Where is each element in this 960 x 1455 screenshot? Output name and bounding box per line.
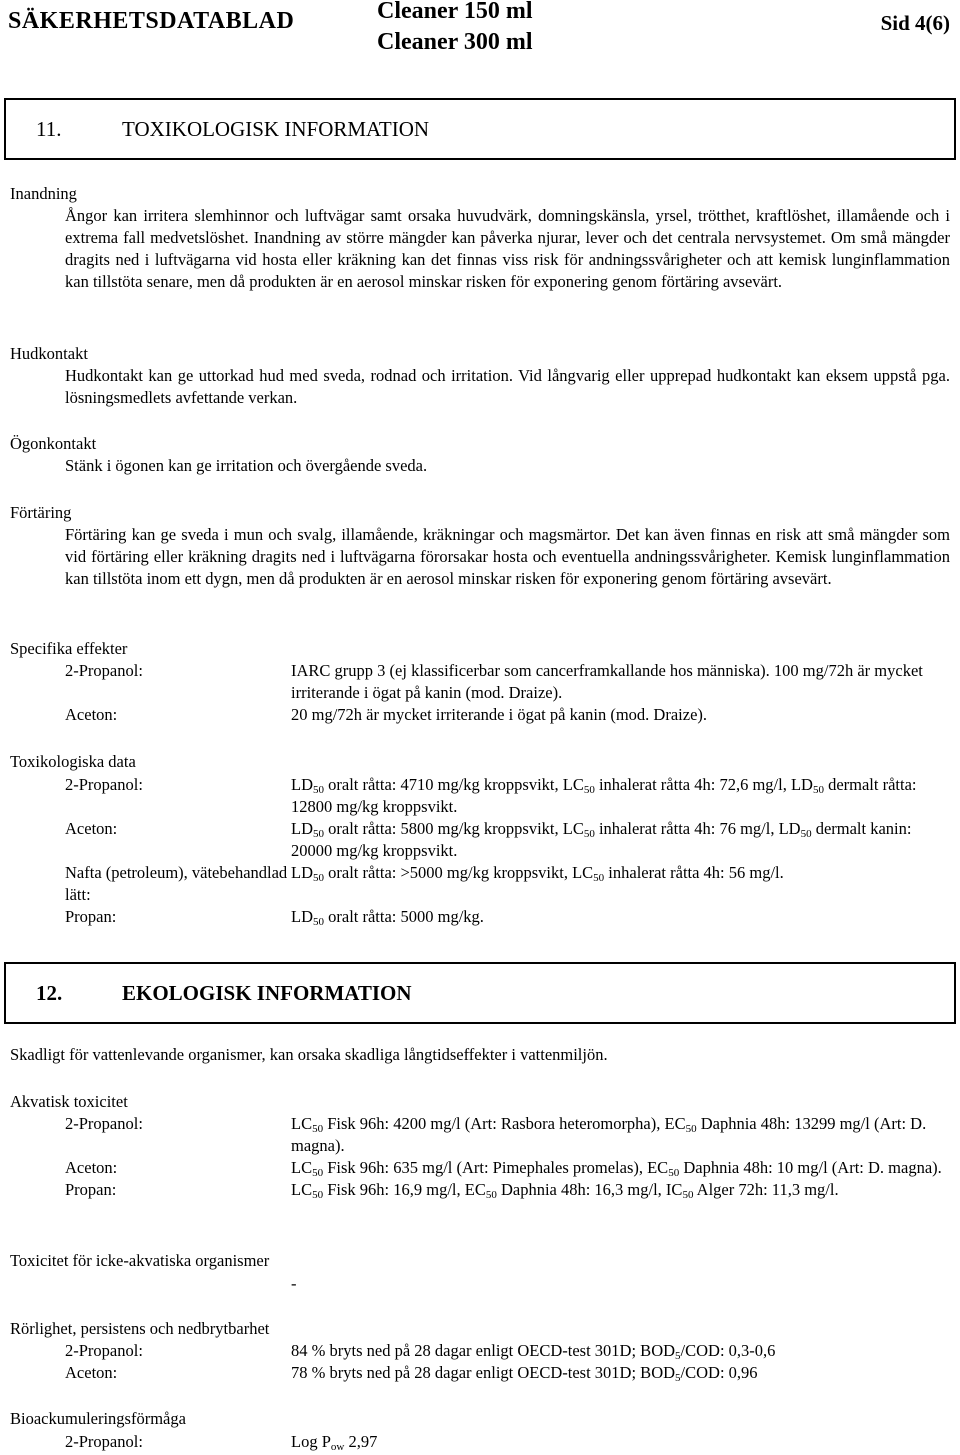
row-label: Aceton: bbox=[65, 1363, 118, 1382]
hudkontakt-block bbox=[10, 343, 950, 409]
row-value: $LD_{50}$ oralt råtta: 5800 mg/kg kroppsvikt, $LC_{50}$ inhalerat råtta 4h: 76 mg/l, $LD_{50}$ dermalt kanin: 20000 mg/kg kroppsvikt. bbox=[291, 819, 912, 860]
row-value: $LD_{50}$ oralt råtta: 5000 mg/kg. bbox=[291, 907, 484, 928]
subscript: ow bbox=[330, 1441, 345, 1453]
subscript: 50 bbox=[682, 1189, 694, 1201]
icke-akvatisk-value: - bbox=[291, 1274, 297, 1293]
section-12-number: 12. bbox=[36, 981, 63, 1005]
subscript: 50 bbox=[812, 784, 824, 796]
row-value: IARC grupp 3 (ej klassificerbar som cancerframkallande hos människa). 100 mg/72h är mycket irriterande i ögat på kanin (mod. Draize). bbox=[291, 661, 923, 702]
row-value: Log $P_{ow}$ 2,97 bbox=[291, 1432, 378, 1453]
table-row bbox=[65, 862, 950, 906]
row-value: $LD_{50}$ oralt råtta: 4710 mg/kg kroppsvikt, $LC_{50}$ inhalerat råtta 4h: 72,6 mg/l, $LD_{50}$ dermalt råtta: 12800 mg/kg kroppsvikt. bbox=[291, 775, 917, 816]
row-label: 2-Propanol: bbox=[65, 1341, 143, 1360]
table-row bbox=[65, 1362, 950, 1384]
row-label: 2-Propanol: bbox=[65, 1432, 143, 1451]
product-name-2: Cleaner 300 ml bbox=[377, 29, 533, 55]
ogonkontakt-heading: Ögonkontakt bbox=[10, 434, 97, 453]
fortaring-heading: Förtäring bbox=[10, 503, 72, 522]
subscript: 50 bbox=[312, 1123, 324, 1135]
bioack-table bbox=[65, 1431, 950, 1453]
subscript: 50 bbox=[800, 828, 812, 840]
row-label: Propan: bbox=[65, 907, 117, 926]
subscript: 50 bbox=[583, 784, 595, 796]
ekologisk-intro: Skadligt för vattenlevande organismer, kan orsaka skadliga långtidseffekter i vattenmiljön. bbox=[10, 1045, 608, 1064]
bioack-heading: Bioackumuleringsförmåga bbox=[10, 1409, 186, 1428]
page-number: Sid 4(6) bbox=[880, 11, 950, 35]
section-11-title: TOXIKOLOGISK INFORMATION bbox=[122, 117, 430, 141]
table-row bbox=[65, 818, 950, 862]
row-value: $LC_{50}$ Fisk 96h: 4200 mg/l (Art: Rasbora heteromorpha), $EC_{50}$ Daphnia 48h: 13299 mg/l (Art: D. magna). bbox=[291, 1114, 927, 1155]
section-12-heading bbox=[4, 962, 956, 1024]
row-label: Aceton: bbox=[65, 705, 118, 724]
hudkontakt-text: Hudkontakt kan ge uttorkad hud med sveda, rodnad och irritation. Vid långvarig eller upprepad hudkontakt kan eksem uppstå pga. lösningsmedlets avfettande verkan. bbox=[65, 366, 950, 407]
subscript: 50 bbox=[485, 1189, 497, 1201]
fortaring-block bbox=[10, 502, 950, 590]
ogonkontakt-block bbox=[10, 433, 950, 477]
row-label: Aceton: bbox=[65, 1158, 118, 1177]
akvatisk-heading: Akvatisk toxicitet bbox=[10, 1092, 128, 1111]
table-row bbox=[65, 1179, 950, 1201]
subscript: 50 bbox=[313, 872, 324, 884]
toxdata-table bbox=[65, 774, 950, 928]
inandning-block bbox=[10, 183, 950, 293]
section-11-number: 11. bbox=[36, 117, 62, 141]
row-label: Aceton: bbox=[65, 819, 118, 838]
subscript: 50 bbox=[583, 828, 595, 840]
table-row bbox=[65, 774, 950, 818]
row-value: 84 % bryts ned på 28 dagar enligt OECD-test 301D; $BOD_5$/COD: 0,3-0,6 bbox=[291, 1341, 776, 1362]
table-row bbox=[65, 1340, 950, 1362]
rorlighet-table bbox=[65, 1340, 950, 1384]
subscript: 50 bbox=[668, 1167, 680, 1179]
icke-akvatisk-heading: Toxicitet för icke-akvatiska organismer bbox=[10, 1251, 270, 1270]
table-row bbox=[65, 1113, 950, 1157]
row-value: 78 % bryts ned på 28 dagar enligt OECD-test 301D; $BOD_5$/COD: 0,96 bbox=[291, 1363, 758, 1384]
subscript: 50 bbox=[313, 784, 324, 796]
table-row bbox=[65, 906, 950, 928]
page-header bbox=[0, 0, 960, 62]
subscript: 5 bbox=[675, 1350, 681, 1362]
row-label: 2-Propanol: bbox=[65, 661, 143, 680]
subscript: 50 bbox=[685, 1123, 697, 1135]
row-value: $LC_{50}$ Fisk 96h: 635 mg/l (Art: Pimephales promelas), $EC_{50}$ Daphnia 48h: 10 mg/l (Art: D. magna). bbox=[291, 1158, 942, 1179]
subscript: 50 bbox=[593, 872, 605, 884]
table-row bbox=[65, 660, 950, 704]
subscript: 50 bbox=[313, 828, 324, 840]
row-label: 2-Propanol: bbox=[65, 775, 143, 794]
hudkontakt-heading: Hudkontakt bbox=[10, 344, 88, 363]
table-row bbox=[65, 1157, 950, 1179]
subscript: 50 bbox=[313, 916, 324, 928]
subscript: 50 bbox=[312, 1167, 324, 1179]
row-value: $LC_{50}$ Fisk 96h: 16,9 mg/l, $EC_{50}$ Daphnia 48h: 16,3 mg/l, $IC_{50}$ Alger 72h: 11,3 mg/l. bbox=[291, 1180, 839, 1201]
toxdata-heading: Toxikologiska data bbox=[10, 752, 136, 771]
akvatisk-table bbox=[65, 1113, 950, 1201]
inandning-heading: Inandning bbox=[10, 184, 77, 203]
specifika-table bbox=[65, 660, 950, 726]
rorlighet-heading: Rörlighet, persistens och nedbrytbarhet bbox=[10, 1319, 270, 1338]
ogonkontakt-text: Stänk i ögonen kan ge irritation och övergående sveda. bbox=[65, 456, 428, 475]
subscript: 5 bbox=[675, 1372, 681, 1384]
section-11-heading bbox=[4, 98, 956, 160]
row-label: Nafta (petroleum), vätebehandlad lätt: bbox=[65, 863, 288, 904]
subscript: 50 bbox=[312, 1189, 324, 1201]
row-value: 20 mg/72h är mycket irriterande i ögat på kanin (mod. Draize). bbox=[291, 705, 708, 724]
row-value: $LD_{50}$ oralt råtta: >5000 mg/kg kroppsvikt, $LC_{50}$ inhalerat råtta 4h: 56 mg/l. bbox=[291, 863, 784, 884]
section-12-title: EKOLOGISK INFORMATION bbox=[122, 981, 412, 1005]
row-label: 2-Propanol: bbox=[65, 1114, 143, 1133]
product-name-1: Cleaner 150 ml bbox=[377, 0, 533, 24]
specifika-heading: Specifika effekter bbox=[10, 639, 128, 658]
table-row bbox=[65, 704, 950, 726]
row-label: Propan: bbox=[65, 1180, 117, 1199]
document-title: SÄKERHETSDATABLAD bbox=[8, 8, 295, 34]
inandning-text: Ångor kan irritera slemhinnor och luftvägar samt orsaka huvudvärk, domningskänsla, yrsel, trötthet, kraftlöshet, illamående och i extrema fall medvetslöshet. Inandning av större mängder kan påverka njurar, lever och det centrala nervsystemet. Om små mängder dragits ned i luftvägarna vid hosta eller kräkning kan det finnas viss risk för andningssvårigheter och att kemisk lunginflammation kan tillstöta senare, men då produkten är en aerosol minskar risken för exponering genom förtäring avsevärt. bbox=[65, 206, 950, 291]
fortaring-text: Förtäring kan ge sveda i mun och svalg, illamående, kräkningar och magsmärtor. Det kan även finnas en risk att små mängder som vid förtäring eller kräkning dragits ned i luftvägarna förorsakar hosta och eventuella andningssvårigheter. Kemisk lunginflammation kan tillstöta inom ett dygn, men då produkten är en aerosol minskar risken för exponering genom förtäring avsevärt. bbox=[65, 525, 950, 588]
table-row bbox=[65, 1431, 950, 1453]
